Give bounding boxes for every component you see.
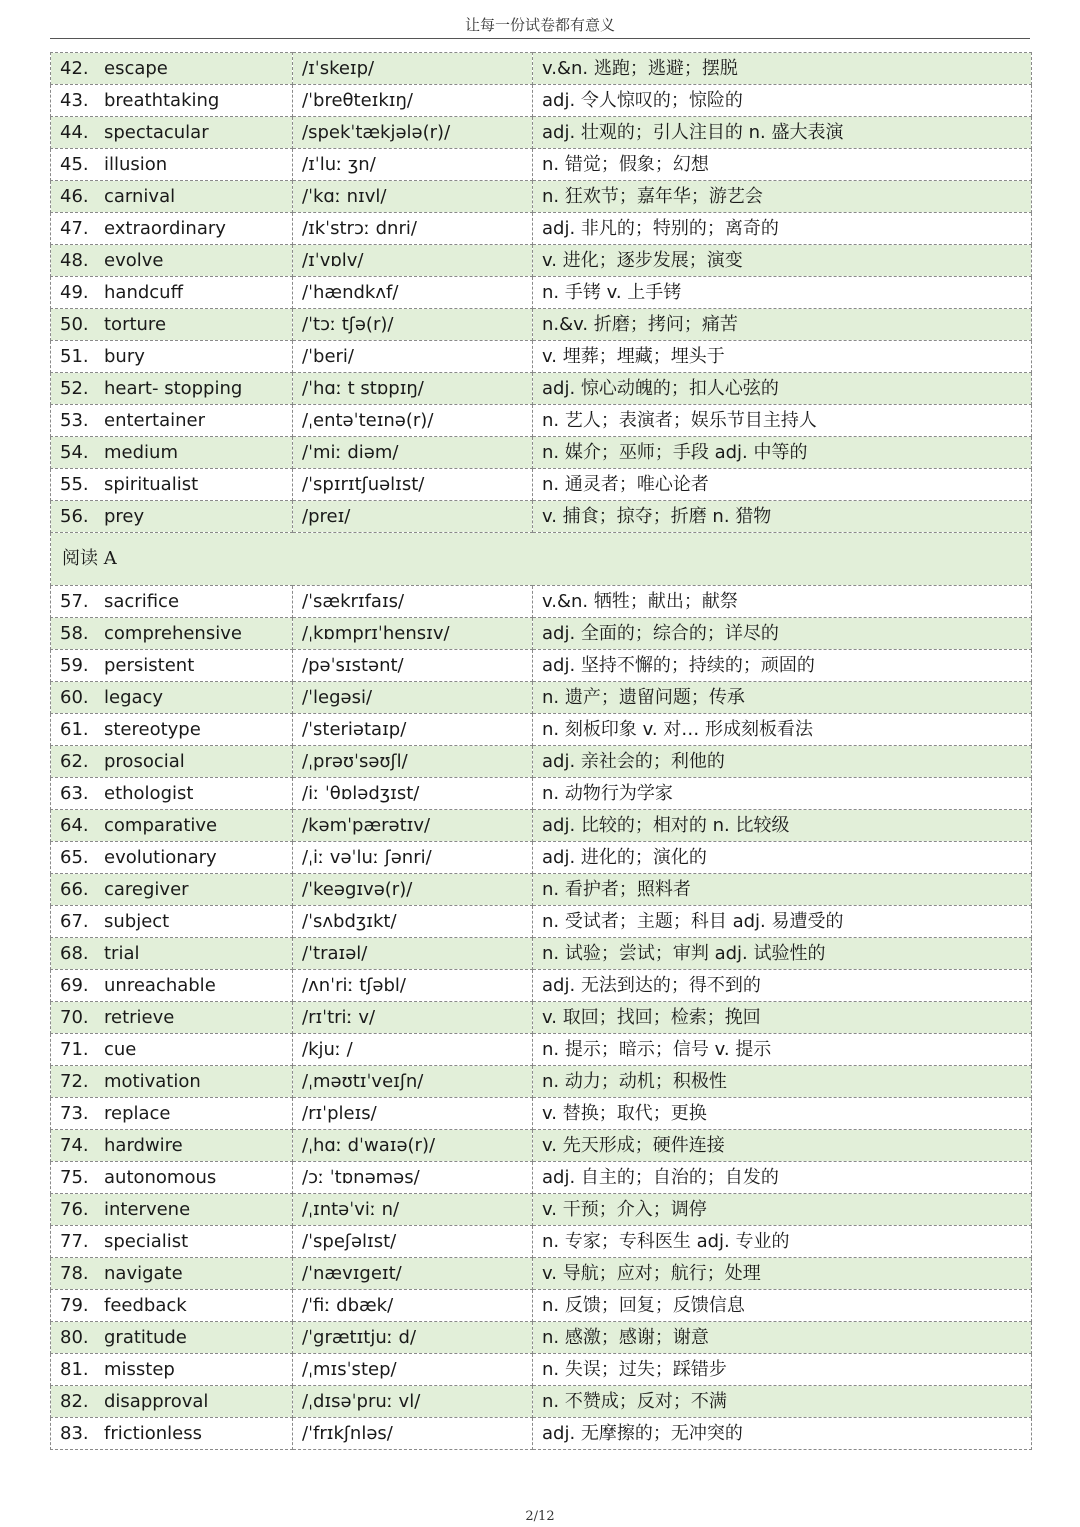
headword: torture	[104, 314, 167, 335]
word-cell	[51, 746, 293, 778]
meaning-cell: n. 试验；尝试；审判 adj. 试验性的	[533, 938, 1032, 970]
meaning-cell: n. 提示；暗示；信号 v. 提示	[533, 1034, 1032, 1066]
word-cell	[51, 1322, 293, 1354]
meaning-cell: v. 埋葬；埋藏；埋头于	[533, 341, 1032, 373]
headword: comprehensive	[104, 623, 242, 644]
headword: gratitude	[104, 1327, 187, 1348]
phonetic-cell: /ˈsʌbdʒɪkt/	[293, 906, 533, 938]
phonetic-cell: /iː ˈθɒlədʒɪst/	[293, 778, 533, 810]
meaning-cell: adj. 非凡的；特别的；离奇的	[533, 213, 1032, 245]
phonetic-cell: /ˈbreθteɪkɪŋ/	[293, 85, 533, 117]
meaning-cell: adj. 比较的；相对的 n. 比较级	[533, 810, 1032, 842]
meaning-cell: adj. 进化的；演化的	[533, 842, 1032, 874]
page-number: 2/12	[525, 1509, 555, 1524]
header-divider	[50, 38, 1030, 39]
headword: caregiver	[104, 879, 189, 900]
word-cell	[51, 1386, 293, 1418]
word-cell	[51, 1034, 293, 1066]
entry-number: 68.	[60, 943, 89, 964]
word-cell	[51, 469, 293, 501]
word-cell	[51, 938, 293, 970]
word-cell	[51, 149, 293, 181]
word-cell	[51, 1226, 293, 1258]
vocab-row	[51, 1386, 1032, 1418]
headword: unreachable	[104, 975, 216, 996]
vocab-row	[51, 181, 1032, 213]
meaning-cell: adj. 令人惊叹的；惊险的	[533, 85, 1032, 117]
meaning-cell: n. 手铐 v. 上手铐	[533, 277, 1032, 309]
vocab-row	[51, 213, 1032, 245]
headword: carnival	[104, 186, 176, 207]
vocab-row	[51, 149, 1032, 181]
vocab-row	[51, 778, 1032, 810]
word-cell	[51, 1290, 293, 1322]
vocab-row	[51, 53, 1032, 85]
entry-number: 60.	[60, 687, 89, 708]
vocab-row	[51, 650, 1032, 682]
vocab-row	[51, 469, 1032, 501]
word-cell	[51, 1130, 293, 1162]
headword: evolve	[104, 250, 164, 271]
vocab-row	[51, 85, 1032, 117]
entry-number: 43.	[60, 90, 89, 111]
entry-number: 45.	[60, 154, 89, 175]
vocab-row	[51, 746, 1032, 778]
meaning-cell: n.&v. 折磨；拷问；痛苦	[533, 309, 1032, 341]
phonetic-cell: /kjuː /	[293, 1034, 533, 1066]
word-cell	[51, 245, 293, 277]
entry-number: 78.	[60, 1263, 89, 1284]
phonetic-cell: /ɪkˈstrɔː dnri/	[293, 213, 533, 245]
headword: specialist	[104, 1231, 189, 1252]
entry-number: 56.	[60, 506, 89, 527]
vocabulary-table	[50, 52, 1032, 1450]
meaning-cell: adj. 无摩擦的；无冲突的	[533, 1418, 1032, 1450]
headword: disapproval	[104, 1391, 209, 1412]
meaning-cell: v.&n. 逃跑；逃避；摆脱	[533, 53, 1032, 85]
headword: escape	[104, 58, 168, 79]
word-cell	[51, 437, 293, 469]
phonetic-cell: /ˌmɪsˈstep/	[293, 1354, 533, 1386]
meaning-cell: n. 遗产；遗留问题；传承	[533, 682, 1032, 714]
word-cell	[51, 1354, 293, 1386]
entry-number: 57.	[60, 591, 89, 612]
vocab-row	[51, 1258, 1032, 1290]
word-cell	[51, 618, 293, 650]
entry-number: 51.	[60, 346, 89, 367]
word-cell	[51, 650, 293, 682]
headword: prosocial	[104, 751, 185, 772]
entry-number: 59.	[60, 655, 89, 676]
vocab-row	[51, 1034, 1032, 1066]
word-cell	[51, 906, 293, 938]
meaning-cell: v. 捕食；掠夺；折磨 n. 猎物	[533, 501, 1032, 533]
word-cell	[51, 586, 293, 618]
phonetic-cell: /ɪˈvɒlv/	[293, 245, 533, 277]
phonetic-cell: /ɪˈluː ʒn/	[293, 149, 533, 181]
word-cell	[51, 181, 293, 213]
headword: intervene	[104, 1199, 191, 1220]
vocab-row	[51, 874, 1032, 906]
headword: spectacular	[104, 122, 209, 143]
entry-number: 67.	[60, 911, 89, 932]
headword: trial	[104, 943, 140, 964]
phonetic-cell: /ˌprəʊˈsəʊʃl/	[293, 746, 533, 778]
vocab-row	[51, 970, 1032, 1002]
entry-number: 73.	[60, 1103, 89, 1124]
phonetic-cell: /ˈberi/	[293, 341, 533, 373]
vocab-row	[51, 1098, 1032, 1130]
headword: hardwire	[104, 1135, 183, 1156]
meaning-cell: adj. 全面的；综合的；详尽的	[533, 618, 1032, 650]
meaning-cell: v. 先天形成；硬件连接	[533, 1130, 1032, 1162]
meaning-cell: adj. 惊心动魄的；扣人心弦的	[533, 373, 1032, 405]
vocab-row	[51, 618, 1032, 650]
entry-number: 48.	[60, 250, 89, 271]
vocab-row	[51, 586, 1032, 618]
section-heading: 阅读 A	[51, 533, 1032, 586]
headword: autonomous	[104, 1167, 217, 1188]
word-cell	[51, 970, 293, 1002]
vocab-row	[51, 245, 1032, 277]
vocab-row	[51, 906, 1032, 938]
word-cell	[51, 1418, 293, 1450]
phonetic-cell: /ˈsækrɪfaɪs/	[293, 586, 533, 618]
vocab-row	[51, 1226, 1032, 1258]
meaning-cell: n. 不赞成；反对；不满	[533, 1386, 1032, 1418]
entry-number: 74.	[60, 1135, 89, 1156]
meaning-cell: n. 艺人；表演者；娱乐节目主持人	[533, 405, 1032, 437]
meaning-cell: n. 感激；感谢；谢意	[533, 1322, 1032, 1354]
phonetic-cell: /ˈgrætɪtjuː d/	[293, 1322, 533, 1354]
word-cell	[51, 501, 293, 533]
entry-number: 79.	[60, 1295, 89, 1316]
vocab-row	[51, 1194, 1032, 1226]
headword: stereotype	[104, 719, 201, 740]
word-cell	[51, 53, 293, 85]
phonetic-cell: /ˌdɪsəˈpruː vl/	[293, 1386, 533, 1418]
word-cell	[51, 213, 293, 245]
headword: spiritualist	[104, 474, 199, 495]
meaning-cell: n. 刻板印象 v. 对… 形成刻板看法	[533, 714, 1032, 746]
entry-number: 50.	[60, 314, 89, 335]
phonetic-cell: /ˈkeəgɪvə(r)/	[293, 874, 533, 906]
phonetic-cell: /ˈhɑː t stɒpɪŋ/	[293, 373, 533, 405]
entry-number: 53.	[60, 410, 89, 431]
phonetic-cell: /ɪˈskeɪp/	[293, 53, 533, 85]
entry-number: 71.	[60, 1039, 89, 1060]
vocab-row	[51, 1418, 1032, 1450]
phonetic-cell: /ˈnævɪgeɪt/	[293, 1258, 533, 1290]
word-cell	[51, 373, 293, 405]
headword: legacy	[104, 687, 164, 708]
vocab-row	[51, 810, 1032, 842]
phonetic-cell: /ˌiː vəˈluː ʃənri/	[293, 842, 533, 874]
meaning-cell: n. 专家；专科医生 adj. 专业的	[533, 1226, 1032, 1258]
meaning-cell: n. 反馈；回复；反馈信息	[533, 1290, 1032, 1322]
vocab-row	[51, 437, 1032, 469]
meaning-cell: n. 狂欢节；嘉年华；游艺会	[533, 181, 1032, 213]
meaning-cell: n. 动力；动机；积极性	[533, 1066, 1032, 1098]
word-cell	[51, 682, 293, 714]
entry-number: 75.	[60, 1167, 89, 1188]
entry-number: 64.	[60, 815, 89, 836]
vocab-row	[51, 842, 1032, 874]
word-cell	[51, 874, 293, 906]
headword: extraordinary	[104, 218, 226, 239]
meaning-cell: n. 媒介；巫师；手段 adj. 中等的	[533, 437, 1032, 469]
page-header: 让每一份试卷都有意义	[464, 16, 615, 34]
phonetic-cell: /ˈtɔː tʃə(r)/	[293, 309, 533, 341]
entry-number: 82.	[60, 1391, 89, 1412]
headword: feedback	[104, 1295, 187, 1316]
section-heading-row	[51, 533, 1032, 586]
entry-number: 63.	[60, 783, 89, 804]
entry-number: 62.	[60, 751, 89, 772]
meaning-cell: n. 错觉；假象；幻想	[533, 149, 1032, 181]
phonetic-cell: /ˈtraɪəl/	[293, 938, 533, 970]
phonetic-cell: /ˈsteriətaɪp/	[293, 714, 533, 746]
word-cell	[51, 842, 293, 874]
word-cell	[51, 1098, 293, 1130]
word-cell	[51, 714, 293, 746]
word-cell	[51, 85, 293, 117]
phonetic-cell: /ˈspɪrɪtʃuəlɪst/	[293, 469, 533, 501]
phonetic-cell: /preɪ/	[293, 501, 533, 533]
entry-number: 80.	[60, 1327, 89, 1348]
headword: heart- stopping	[104, 378, 243, 399]
entry-number: 81.	[60, 1359, 89, 1380]
headword: comparative	[104, 815, 218, 836]
phonetic-cell: /ˈfiː dbæk/	[293, 1290, 533, 1322]
word-cell	[51, 1194, 293, 1226]
phonetic-cell: /ˌentəˈteɪnə(r)/	[293, 405, 533, 437]
meaning-cell: adj. 亲社会的；利他的	[533, 746, 1032, 778]
entry-number: 72.	[60, 1071, 89, 1092]
meaning-cell: v. 进化；逐步发展；演变	[533, 245, 1032, 277]
word-cell	[51, 778, 293, 810]
word-cell	[51, 117, 293, 149]
headword: sacrifice	[104, 591, 180, 612]
entry-number: 44.	[60, 122, 89, 143]
vocab-row	[51, 938, 1032, 970]
word-cell	[51, 341, 293, 373]
entry-number: 83.	[60, 1423, 89, 1444]
vocab-row	[51, 1130, 1032, 1162]
headword: subject	[104, 911, 170, 932]
phonetic-cell: /ɔː ˈtɒnəməs/	[293, 1162, 533, 1194]
headword: replace	[104, 1103, 171, 1124]
phonetic-cell: /ˌhɑː dˈwaɪə(r)/	[293, 1130, 533, 1162]
vocab-row	[51, 277, 1032, 309]
entry-number: 46.	[60, 186, 89, 207]
phonetic-cell: /kəmˈpærətɪv/	[293, 810, 533, 842]
entry-number: 61.	[60, 719, 89, 740]
vocab-row	[51, 714, 1032, 746]
word-cell	[51, 1066, 293, 1098]
entry-number: 49.	[60, 282, 89, 303]
word-cell	[51, 309, 293, 341]
vocab-row	[51, 1354, 1032, 1386]
phonetic-cell: /rɪˈtriː v/	[293, 1002, 533, 1034]
vocab-row	[51, 682, 1032, 714]
headword: illusion	[104, 154, 168, 175]
entry-number: 65.	[60, 847, 89, 868]
phonetic-cell: /ˈfrɪkʃnləs/	[293, 1418, 533, 1450]
entry-number: 58.	[60, 623, 89, 644]
vocabulary-table-body	[51, 53, 1032, 1450]
meaning-cell: v. 替换；取代；更换	[533, 1098, 1032, 1130]
vocab-row	[51, 341, 1032, 373]
meaning-cell: adj. 坚持不懈的；持续的；顽固的	[533, 650, 1032, 682]
phonetic-cell: /spekˈtækjələ(r)/	[293, 117, 533, 149]
headword: entertainer	[104, 410, 205, 431]
vocab-row	[51, 1322, 1032, 1354]
meaning-cell: n. 受试者；主题；科目 adj. 易遭受的	[533, 906, 1032, 938]
vocab-row	[51, 309, 1032, 341]
phonetic-cell: /ʌnˈriː tʃəbl/	[293, 970, 533, 1002]
headword: medium	[104, 442, 178, 463]
phonetic-cell: /ˈspeʃəlɪst/	[293, 1226, 533, 1258]
entry-number: 47.	[60, 218, 89, 239]
phonetic-cell: /ˈhændkʌf/	[293, 277, 533, 309]
headword: evolutionary	[104, 847, 217, 868]
phonetic-cell: /ˈlegəsi/	[293, 682, 533, 714]
headword: prey	[104, 506, 145, 527]
meaning-cell: n. 动物行为学家	[533, 778, 1032, 810]
word-cell	[51, 405, 293, 437]
headword: navigate	[104, 1263, 183, 1284]
headword: motivation	[104, 1071, 201, 1092]
vocab-row	[51, 1290, 1032, 1322]
word-cell	[51, 277, 293, 309]
headword: retrieve	[104, 1007, 175, 1028]
entry-number: 42.	[60, 58, 89, 79]
entry-number: 55.	[60, 474, 89, 495]
vocab-row	[51, 1162, 1032, 1194]
phonetic-cell: /ˌɪntəˈviː n/	[293, 1194, 533, 1226]
vocab-row	[51, 405, 1032, 437]
meaning-cell: v. 取回；找回；检索；挽回	[533, 1002, 1032, 1034]
word-cell	[51, 1258, 293, 1290]
vocab-row	[51, 501, 1032, 533]
meaning-cell: n. 失误；过失；踩错步	[533, 1354, 1032, 1386]
vocab-row	[51, 1002, 1032, 1034]
headword: handcuff	[104, 282, 183, 303]
entry-number: 66.	[60, 879, 89, 900]
headword: bury	[104, 346, 145, 367]
vocab-row	[51, 373, 1032, 405]
entry-number: 69.	[60, 975, 89, 996]
entry-number: 52.	[60, 378, 89, 399]
word-cell	[51, 1002, 293, 1034]
entry-number: 77.	[60, 1231, 89, 1252]
meaning-cell: adj. 自主的；自治的；自发的	[533, 1162, 1032, 1194]
entry-number: 76.	[60, 1199, 89, 1220]
vocab-row	[51, 1066, 1032, 1098]
entry-number: 54.	[60, 442, 89, 463]
vocab-row	[51, 117, 1032, 149]
headword: frictionless	[104, 1423, 202, 1444]
headword: misstep	[104, 1359, 175, 1380]
meaning-cell: n. 通灵者；唯心论者	[533, 469, 1032, 501]
word-cell	[51, 810, 293, 842]
meaning-cell: n. 看护者；照料者	[533, 874, 1032, 906]
phonetic-cell: /ˌkɒmprɪˈhensɪv/	[293, 618, 533, 650]
meaning-cell: v. 干预；介入；调停	[533, 1194, 1032, 1226]
meaning-cell: adj. 壮观的；引人注目的 n. 盛大表演	[533, 117, 1032, 149]
headword: persistent	[104, 655, 195, 676]
meaning-cell: adj. 无法到达的；得不到的	[533, 970, 1032, 1002]
headword: ethologist	[104, 783, 194, 804]
word-cell	[51, 1162, 293, 1194]
phonetic-cell: /rɪˈpleɪs/	[293, 1098, 533, 1130]
phonetic-cell: /pəˈsɪstənt/	[293, 650, 533, 682]
headword: breathtaking	[104, 90, 220, 111]
entry-number: 70.	[60, 1007, 89, 1028]
phonetic-cell: /ˈkɑː nɪvl/	[293, 181, 533, 213]
headword: cue	[104, 1039, 137, 1060]
phonetic-cell: /ˈmiː diəm/	[293, 437, 533, 469]
meaning-cell: v. 导航；应对；航行；处理	[533, 1258, 1032, 1290]
meaning-cell: v.&n. 牺牲；献出；献祭	[533, 586, 1032, 618]
phonetic-cell: /ˌməʊtɪˈveɪʃn/	[293, 1066, 533, 1098]
